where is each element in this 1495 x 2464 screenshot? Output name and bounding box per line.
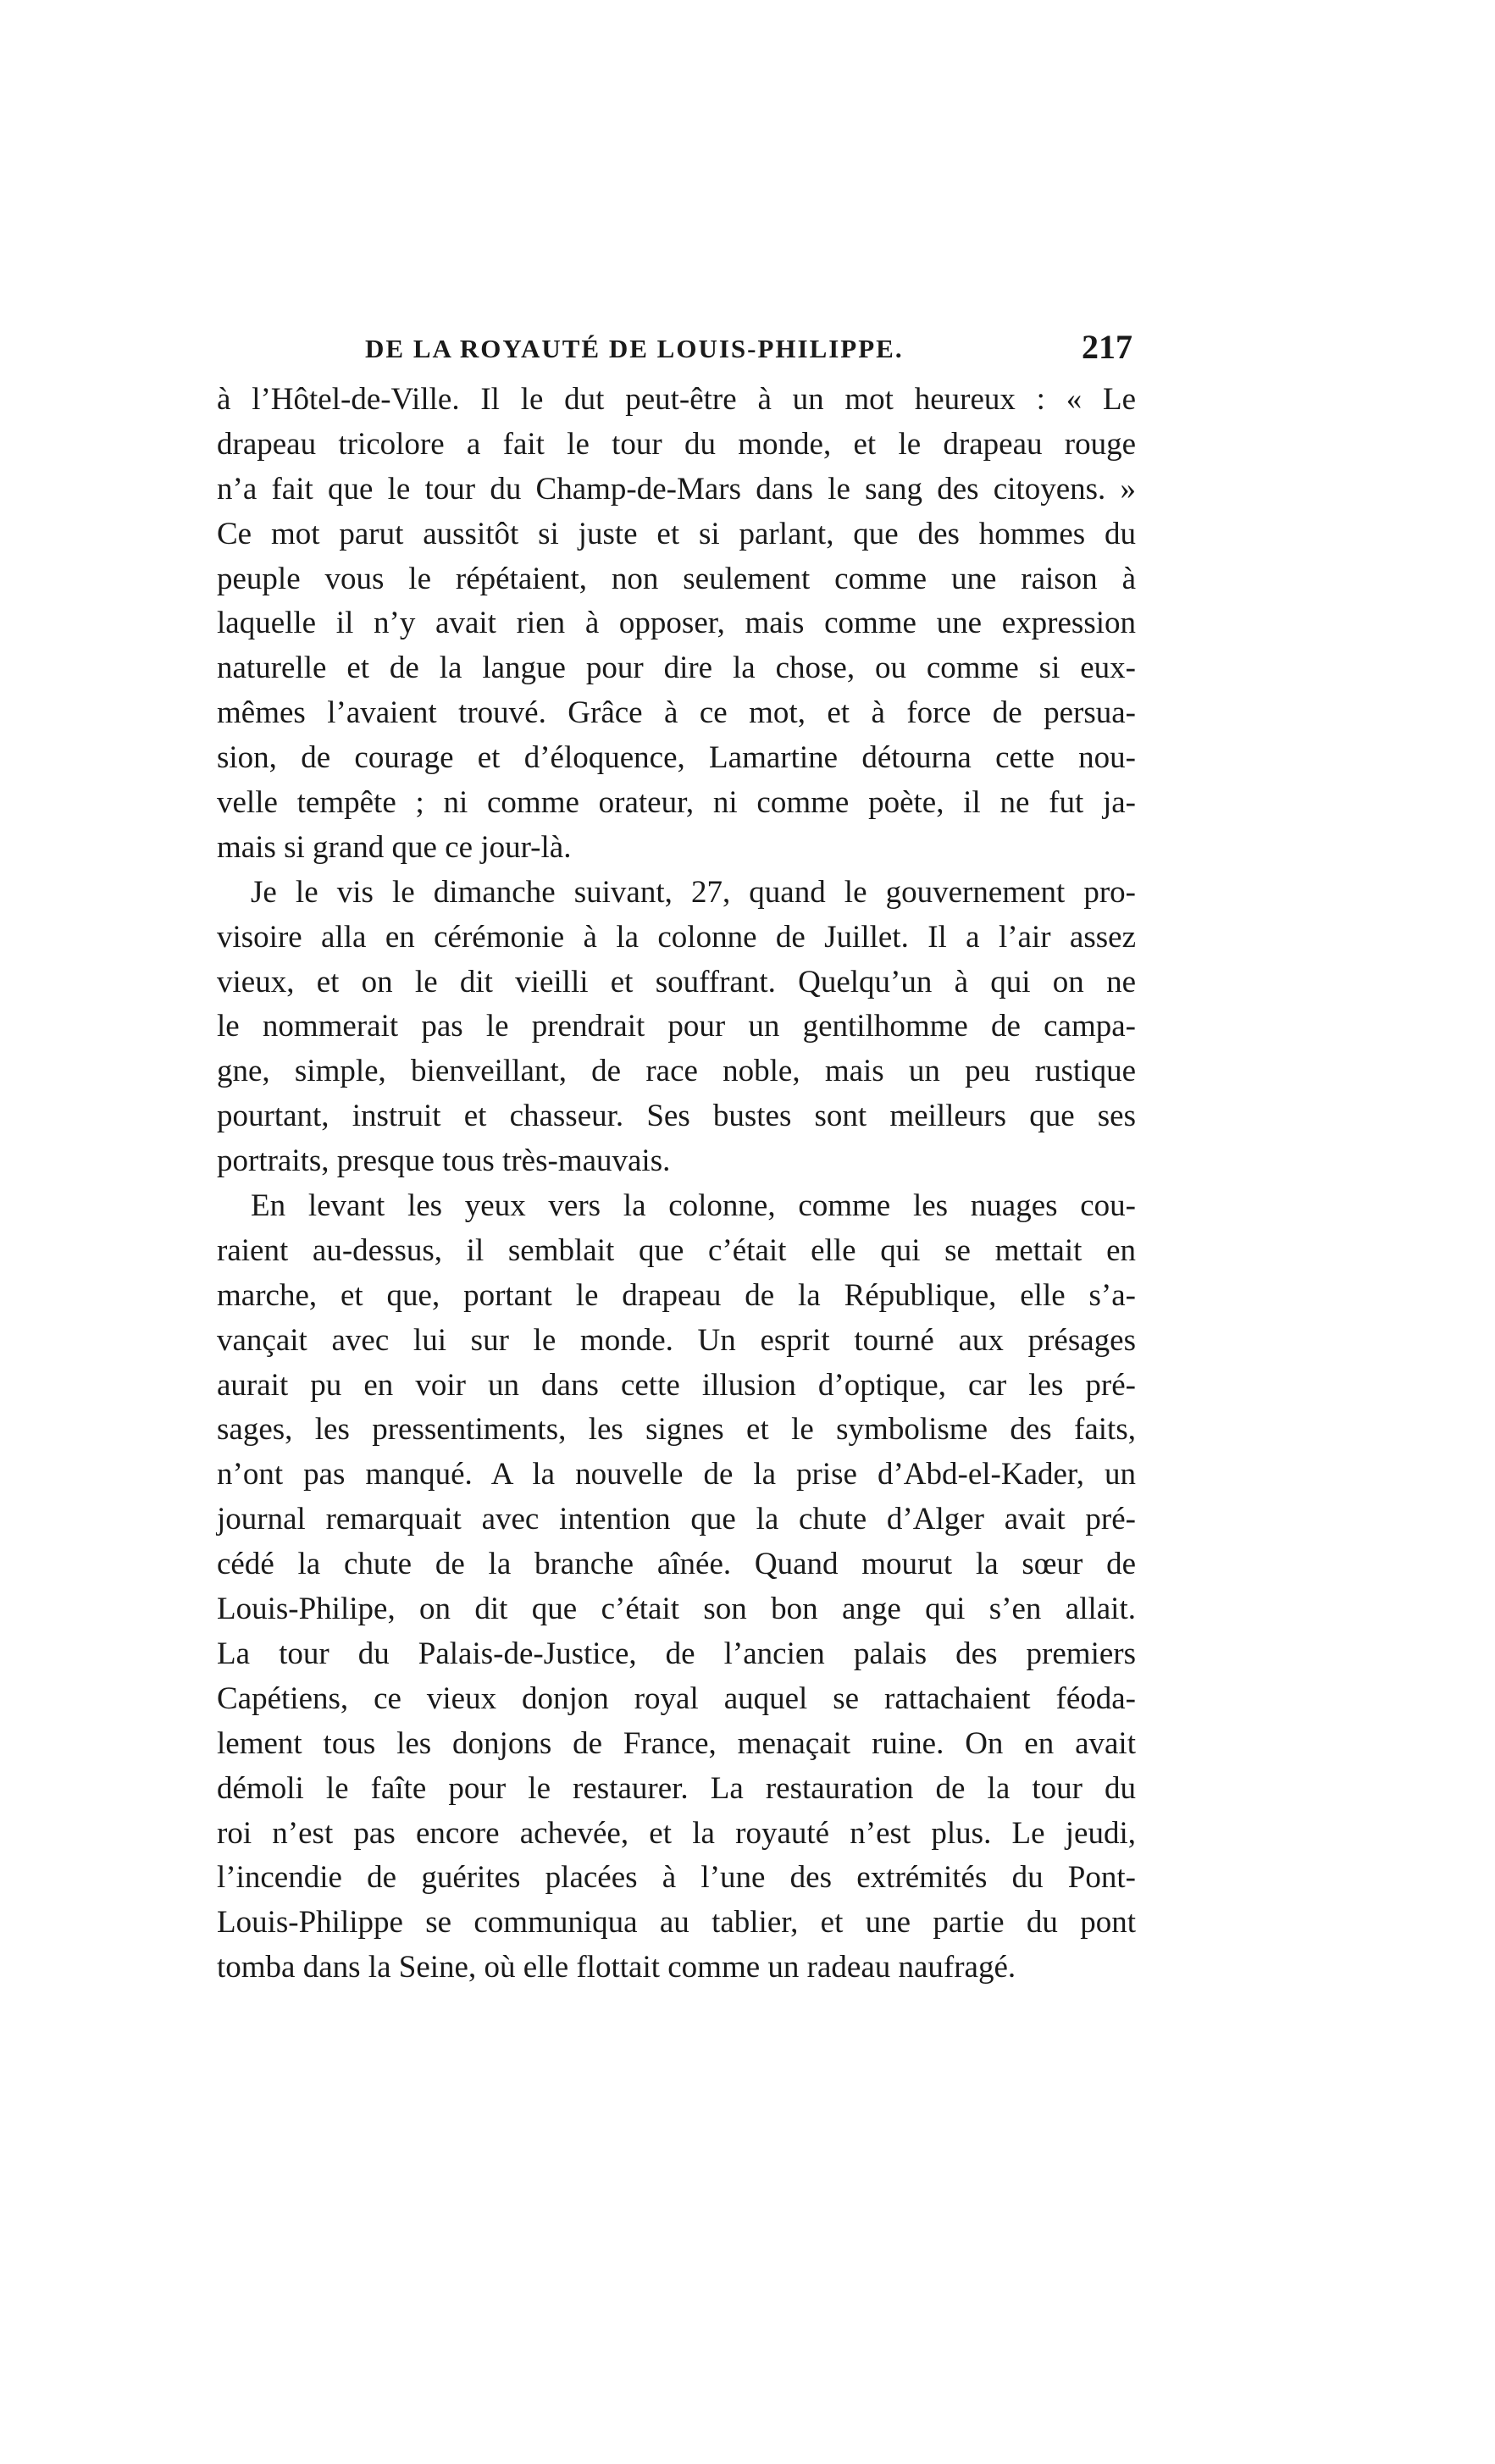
text-line: portraits, presque tous très-mauvais.: [217, 1143, 671, 1179]
text-line: cédé la chute de la branche aînée. Quand mourut la sœur de: [217, 1547, 1136, 1582]
text-line: visoire alla en cérémonie à la colonne de Juillet. Il a l’air assez: [217, 919, 1136, 955]
text-line: velle tempête ; ni comme orateur, ni comme poète, il ne fut ja-: [217, 785, 1136, 821]
text-line: mêmes l’avaient trouvé. Grâce à ce mot, et à force de persua-: [217, 695, 1136, 731]
text-line: peuple vous le répétaient, non seulement comme une raison à: [217, 561, 1136, 596]
text-line: naturelle et de la langue pour dire la chose, ou comme si eux-: [217, 651, 1136, 686]
text-line: vançait avec lui sur le monde. Un esprit tourné aux présages: [217, 1322, 1136, 1358]
body-text: [217, 378, 1136, 1991]
text-line: raient au-dessus, il semblait que c’était elle qui se mettait en: [217, 1232, 1136, 1268]
text-line: laquelle il n’y avait rien à opposer, mais comme une expression: [217, 606, 1136, 641]
text-line: Ce mot parut aussitôt si juste et si parlant, que des hommes du: [217, 516, 1136, 551]
text-line: Louis-Philippe se communiqua au tablier, et une partie du pont: [217, 1905, 1136, 1941]
text-line: En levant les yeux vers la colonne, comme les nuages cou-: [251, 1188, 1136, 1224]
text-line: l’incendie de guérites placées à l’une des extrémités du Pont-: [217, 1860, 1136, 1896]
text-line: aurait pu en voir un dans cette illusion d’optique, car les pré-: [217, 1367, 1136, 1403]
text-line: lement tous les donjons de France, menaçait ruine. On en avait: [217, 1725, 1136, 1761]
text-line: le nommerait pas le prendrait pour un gentilhomme de campa-: [217, 1009, 1136, 1044]
text-line: marche, et que, portant le drapeau de la République, elle s’a-: [217, 1277, 1136, 1313]
running-title: DE LA ROYAUTÉ DE LOUIS-PHILIPPE.: [365, 334, 904, 363]
text-line: tomba dans la Seine, où elle flottait comme un radeau naufragé.: [217, 1950, 1016, 1985]
text-line: gne, simple, bienveillant, de race noble, mais un peu rustique: [217, 1054, 1136, 1089]
text-line: Capétiens, ce vieux donjon royal auquel se rattachaient féoda-: [217, 1681, 1136, 1716]
text-line: pourtant, instruit et chasseur. Ses bustes sont meilleurs que ses: [217, 1099, 1136, 1134]
text-line: drapeau tricolore a fait le tour du monde, et le drapeau rouge: [217, 426, 1136, 462]
text-line: Louis-Philipe, on dit que c’était son bon ange qui s’en allait.: [217, 1592, 1136, 1627]
paragraph: [217, 1184, 1136, 1991]
text-line: roi n’est pas encore achevée, et la royauté n’est plus. Le jeudi,: [217, 1815, 1136, 1851]
text-line: vieux, et on le dit vieilli et souffrant. Quelqu’un à qui on ne: [217, 964, 1136, 999]
page-number: 217: [1082, 328, 1132, 366]
text-line: à l’Hôtel-de-Ville. Il le dut peut-être à un mot heureux : « Le: [217, 382, 1136, 417]
text-line: journal remarquait avec intention que la chute d’Alger avait pré-: [217, 1502, 1136, 1537]
text-line: sages, les pressentiments, les signes et le symbolisme des faits,: [217, 1412, 1136, 1448]
text-line: Je le vis le dimanche suivant, 27, quand le gouvernement pro-: [251, 874, 1136, 910]
text-line: n’a fait que le tour du Champ-de-Mars dans le sang des citoyens. »: [217, 471, 1136, 507]
text-line: mais si grand que ce jour-là.: [217, 829, 572, 865]
paragraph: [217, 378, 1136, 871]
text-line: La tour du Palais-de-Justice, de l’ancien palais des premiers: [217, 1636, 1136, 1671]
text-line: sion, de courage et d’éloquence, Lamartine détourna cette nou-: [217, 740, 1136, 776]
text-line: démoli le faîte pour le restaurer. La restauration de la tour du: [217, 1770, 1136, 1806]
text-line: n’ont pas manqué. A la nouvelle de la prise d’Abd-el-Kader, un: [217, 1457, 1136, 1492]
page-header: [217, 327, 1136, 371]
paragraph: [217, 871, 1136, 1184]
